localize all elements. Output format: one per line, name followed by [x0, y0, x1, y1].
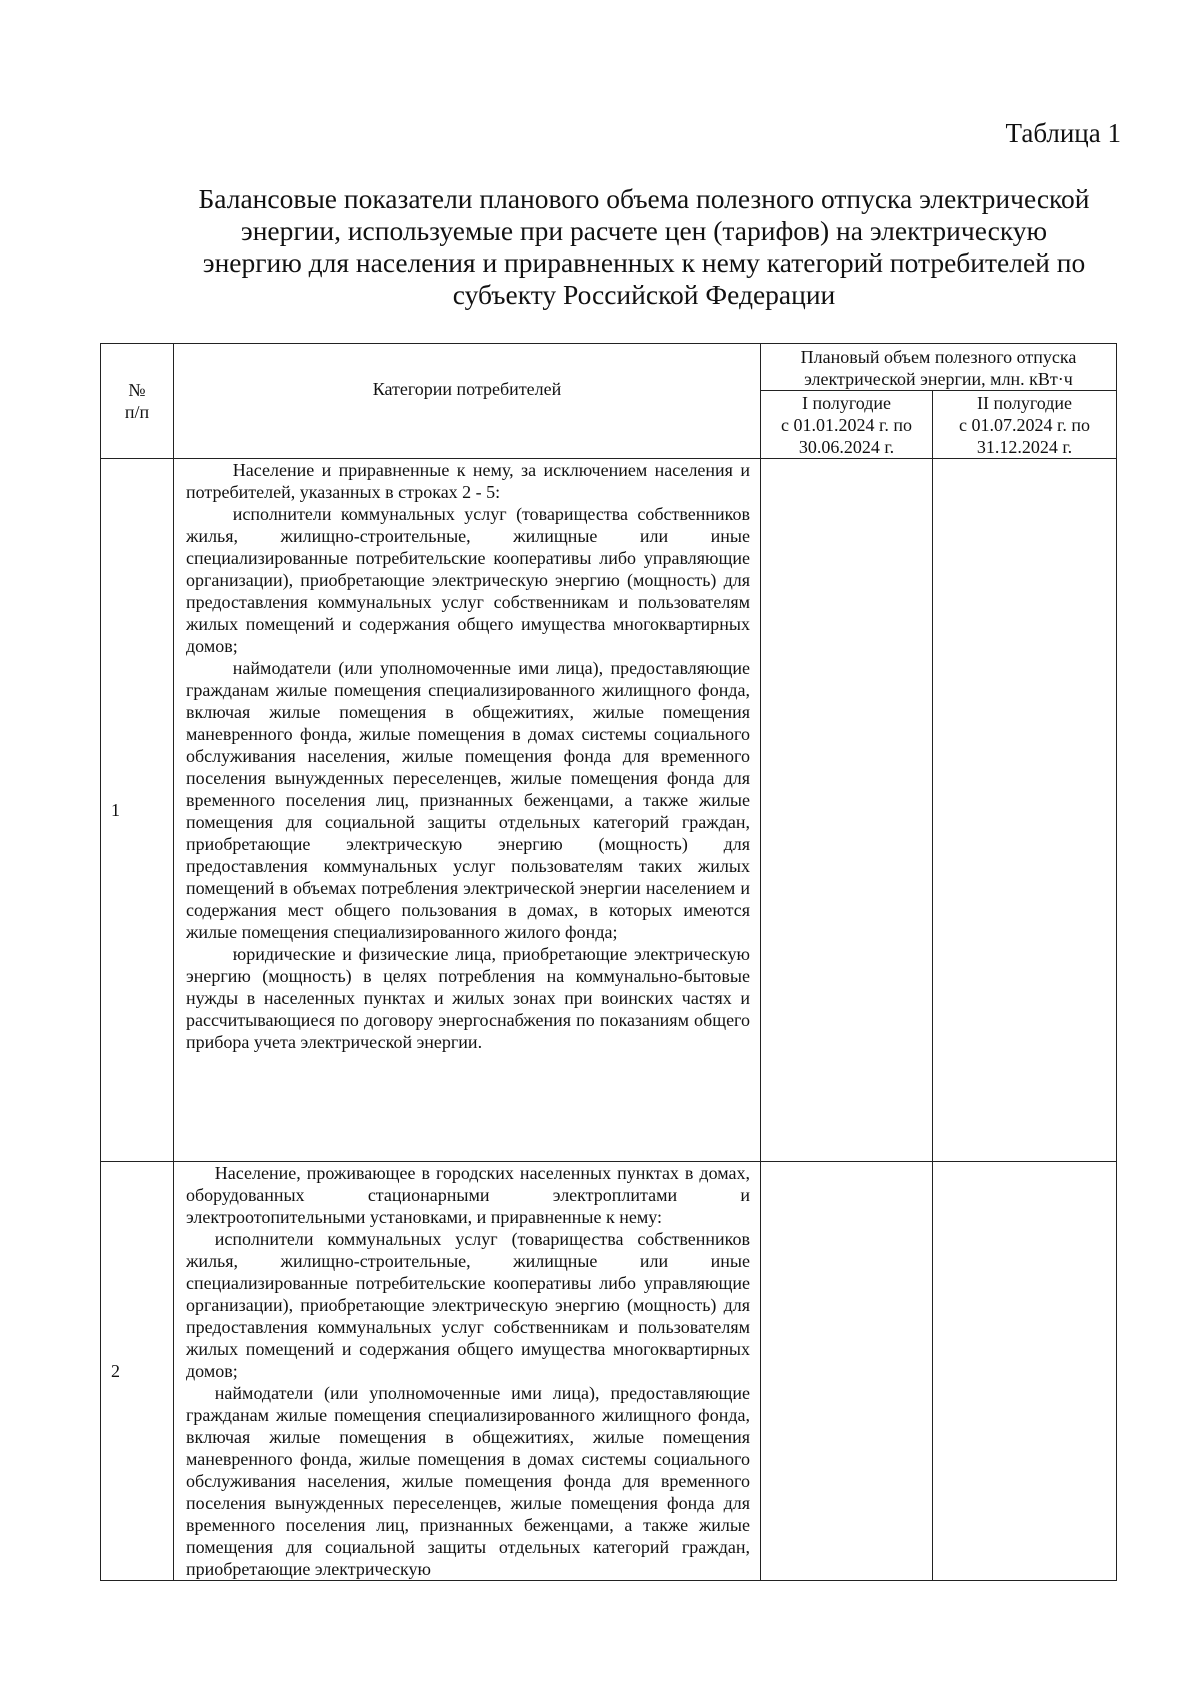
half-year-2-end: 31.12.2024 г.: [976, 437, 1073, 457]
category-paragraph: исполнители коммунальных услуг (товарищества собственников жилья, жилищно-строительные, жилищные или иные специализированные потребительские кооперативы либо управляющие организации), приобретающие электрическую энергию (мощность) для предоставления коммунальных услуг собственникам и пользователям жилых помещений и содержания общего имущества многоквартирных домов;: [186, 1229, 750, 1381]
value-half-year-2: [933, 1162, 1117, 1581]
row-category: [174, 459, 761, 1162]
title-line: энергию для населения и приравненных к нему категорий потребителей по: [202, 247, 1086, 278]
half-year-1-title: I полугодие: [801, 393, 892, 413]
header-number-abbr: п/п: [124, 402, 150, 422]
category-paragraph: юридические и физические лица, приобретающие электрическую энергию (мощность) в целях потребления на коммунально-бытовые нужды в населенных пунктах и жилых зонах при воинских частях и рассчитывающиеся по договору энергоснабжения по показаниям общего прибора учета электрической энергии.: [186, 944, 750, 1052]
header-category-label: Категории потребителей: [372, 379, 562, 399]
header-volume: Плановый объем полезного отпуска электрической энергии, млн. кВт·ч: [761, 344, 1117, 391]
title-line: субъекту Российской Федерации: [452, 279, 836, 310]
row-number: 2: [101, 1162, 174, 1581]
title-line: Балансовые показатели планового объема полезного отпуска электрической: [198, 183, 1090, 214]
category-paragraph: наймодатели (или уполномоченные ими лица), предоставляющие гражданам жилые помещения специализированного жилищного фонда, включая жилые помещения в общежитиях, жилые помещения маневренного фонда, жилые помещения в домах системы социального обслуживания населения, жилые помещения фонда для временного поселения вынужденных переселенцев, жилые помещения фонда для временного поселения лиц, признанных беженцами, а также жилые помещения для социальной защиты отдельных категорий граждан, приобретающие электрическую: [186, 1383, 750, 1579]
table-label: Таблица 1: [1005, 118, 1121, 148]
header-number: [101, 344, 174, 459]
value-half-year-2: [933, 459, 1117, 1162]
category-paragraph: исполнители коммунальных услуг (товарищества собственников жилья, жилищно-строительные, жилищные или иные специализированные потребительские кооперативы либо управляющие организации), приобретающие электрическую энергию (мощность) для предоставления коммунальных услуг собственникам и пользователям жилых помещений и содержания общего имущества многоквартирных домов;: [186, 504, 750, 656]
header-half-year-1: [761, 391, 933, 459]
table-header-row: [101, 344, 1117, 391]
half-year-1-end: 30.06.2024 г.: [798, 437, 895, 457]
category-paragraph: наймодатели (или уполномоченные ими лица), предоставляющие гражданам жилые помещения специализированного жилищного фонда, включая жилые помещения в общежитиях, жилые помещения маневренного фонда, жилые помещения в домах системы социального обслуживания населения, жилые помещения фонда для временного поселения вынужденных переселенцев, жилые помещения фонда для временного поселения лиц, признанных беженцами, а также жилые помещения для социальной защиты отдельных категорий граждан, приобретающие электрическую энергию (мощность) для предоставления коммунальных услуг пользователям таких жилых помещений в объемах потребления электрической энергии населением и содержания мест общего пользования в домах, в которых имеются жилые помещения специализированного жилого фонда;: [186, 658, 750, 942]
header-category: [174, 344, 761, 459]
header-number-sign: №: [128, 380, 146, 400]
category-paragraph: Население, проживающее в городских населенных пунктах в домах, оборудованных стационарными электроплитами и электроотопительными установками, и приравненные к нему:: [186, 1163, 750, 1227]
header-half-year-2: [933, 391, 1117, 459]
half-year-2-title: II полугодие: [976, 393, 1073, 413]
category-paragraph: Население и приравненные к нему, за исключением населения и потребителей, указанных в строках 2 - 5:: [186, 460, 750, 502]
table-row: [101, 459, 1117, 1162]
table-row: [101, 1162, 1117, 1581]
document-title: [175, 183, 1113, 311]
value-half-year-1: [761, 1162, 933, 1581]
row-number: 1: [101, 459, 174, 1162]
title-line: энергии, используемые при расчете цен (тарифов) на электрическую: [240, 215, 1048, 246]
value-half-year-1: [761, 459, 933, 1162]
row-category: [174, 1162, 761, 1581]
half-year-2-start: с 01.07.2024 г. по: [959, 415, 1090, 435]
half-year-1-start: с 01.01.2024 г. по: [781, 415, 912, 435]
balance-table: [100, 343, 1117, 1581]
